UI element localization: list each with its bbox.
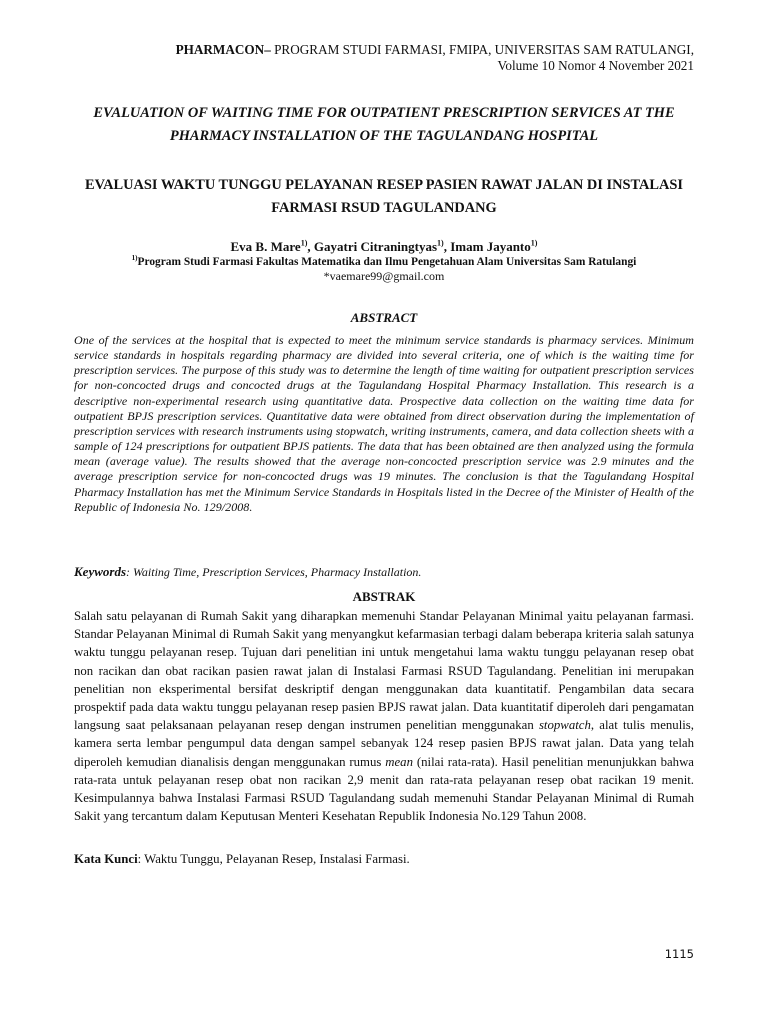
keywords-separator: : (126, 565, 133, 579)
page-number: 1115 (664, 947, 694, 961)
author-affiliation-mark: 1) (530, 238, 538, 248)
abstract-heading: ABSTRACT (350, 310, 418, 325)
journal-institution: PROGRAM STUDI FARMASI, FMIPA, UNIVERSITAS SAM RATULANGI, (270, 42, 694, 57)
journal-name: PHARMACON (175, 42, 265, 57)
journal-header (54, 42, 694, 74)
author-affiliation-mark: 1) (437, 238, 444, 248)
author-name: Eva B. Mare (230, 239, 301, 254)
abstrak-text: Salah satu pelayanan di Rumah Sakit yang diharapkan memenuhi Standar Pelayanan Minimal yaitu pelayanan farmasi. Standar Pelayanan Minimal di Rumah Sakit yang menyangkut kefarmasian terbagi dalam beberapa kriteria salah satunya waktu tunggu pelayanan resep. Tujuan dari penelitian ini untuk mengetahui lama waktu tunggu pelayanan resep obat non racikan dan obat racikan pasien rawat jalan di Instalasi Farmasi RSUD Tagulandang. Penelitian ini merupakan penelitian non eksperimental bersifat deskriptif dengan menggunakan data kuantitatif. Pengambilan data secara prospektif pada data waktu tunggu pelayanan resep pasien BPJS rawat jalan. Data kuantitatif diperoleh dari pengamatan langsung saat pelaksanaan pelayanan resep dengan instrumen penelitian menggunakan (74, 609, 694, 733)
abstrak-text: , alat tulis menulis, kamera serta lembar pengumpul data dengan sampel sebanyak 124 resep pasien BPJS rawat jalan. Data yang telah diperoleh kemudian dianalisis dengan menggunakan rumus (74, 718, 694, 769)
keywords (74, 564, 694, 580)
keywords-text: Waiting Time, Prescription Services, Pharmacy Installation. (133, 565, 422, 579)
abstrak-text: (nilai rata-rata). Hasil penelitian menunjukkan bahwa rata-rata untuk pelayanan resep obat non racikan 2,9 menit dan rata-rata pelayanan resep obat racikan 19 menit. Kesimpulannya bahwa Instalasi Farmasi RSUD Tagulandang sudah memenuhi Standar Pelayanan Minimal di Rumah Sakit yang tercantum dalam Keputusan Menteri Kesehatan Republik Indonesia No.129 Tahun 2008. (74, 754, 694, 824)
keywords-label: Keywords (74, 564, 126, 579)
affiliation-mark: 1) (131, 254, 138, 263)
title-english: EVALUATION OF WAITING TIME FOR OUTPATIENT PRESCRIPTION SERVICES AT THE PHARMACY INSTALLATION OF THE TAGULANDANG HOSPITAL (93, 105, 675, 144)
author-affiliation-mark: 1) (300, 238, 308, 248)
kata-kunci-text: : Waktu Tunggu, Pelayanan Resep, Instalasi Farmasi. (137, 852, 410, 866)
title-indonesian: EVALUASI WAKTU TUNGGU PELAYANAN RESEP PASIEN RAWAT JALAN DI INSTALASI FARMASI RSUD TAGULANDANG (84, 177, 684, 216)
abstract-body: One of the services at the hospital that is expected to meet the minimum service standards is pharmacy services. Minimum service standards in hospitals regarding pharmacy are divided into several criteria, one of which is the waiting time for prescription services. The purpose of this study was to determine the length of time waiting for outpatient prescription services for non-concocted drugs and concocted drugs at the Tagulandang Hospital Pharmacy Installation. This research is a descriptive non-experimental research using quantitative data. Prospective data collection on the waiting time data for outpatient BPJS prescription services. Quantitative data were obtained from direct observation during the implementation of prescription services with research instruments using stopwatch, writing instruments, camera, and data collection sheets with a sample of 124 prescriptions for outpatient BPJS patients. The data that has been obtained are then analyzed using the formula mean (average value). The results showed that the average non-concocted prescription service was 2.9 minutes and the average prescription service for non-concocted drugs was 19 minutes. The conclusion is that the Tagulandang Hospital Pharmacy Installation has met the Minimum Service Standards in Hospitals listed in the Decree of the Minister of Health of the Republic of Indonesia No. 129/2008. (74, 333, 694, 514)
affiliation-text: Program Studi Farmasi Fakultas Matematika dan Ilmu Pengetahuan Alam Universitas Sam Ratulangi (137, 256, 637, 268)
corresponding-email: *vaemare99@gmail.com (323, 269, 445, 283)
kata-kunci (74, 851, 694, 867)
journal-dash: – (264, 42, 271, 57)
journal-line (54, 42, 694, 58)
author-name: , Imam Jayanto (443, 239, 531, 254)
abstrak-italic-term: stopwatch (538, 718, 591, 733)
abstrak-italic-term: mean (385, 754, 413, 769)
journal-volume: Volume 10 Nomor 4 November 2021 (497, 58, 694, 73)
abstrak-body (74, 607, 694, 825)
kata-kunci-label: Kata Kunci (74, 852, 138, 866)
author-list (60, 239, 708, 255)
abstrak-heading: ABSTRAK (352, 589, 416, 604)
affiliation (40, 255, 728, 269)
author-name: , Gayatri Citraningtyas (307, 239, 438, 254)
